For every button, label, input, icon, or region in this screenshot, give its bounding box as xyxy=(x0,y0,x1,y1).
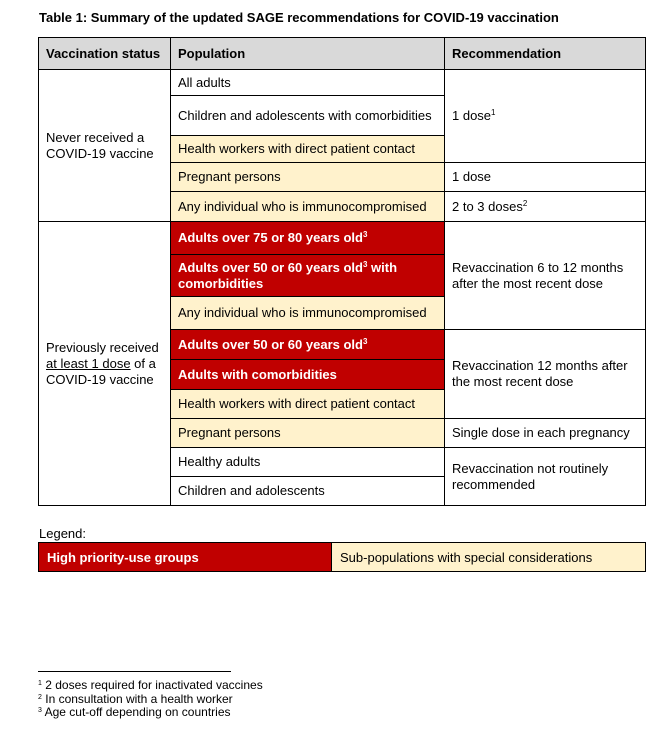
recommendation-cell: Revaccination 6 to 12 months after the most recent dose xyxy=(445,222,646,330)
footnote-divider xyxy=(38,671,231,672)
legend-special: Sub-populations with special considerations xyxy=(332,543,646,572)
table-title: Table 1: Summary of the updated SAGE recommendations for COVID-19 vaccination xyxy=(39,10,559,25)
footnotes xyxy=(38,679,263,720)
status-previous: Previously received at least 1 dose of a COVID-19 vaccine xyxy=(39,222,171,506)
footnote: $^3$ Age cut-off depending on countries xyxy=(38,705,231,719)
population-cell: Pregnant persons xyxy=(171,419,445,448)
footnote: $^1$ 2 doses required for inactivated vaccines xyxy=(38,678,263,692)
population-cell: Health workers with direct patient contact xyxy=(171,390,445,419)
population-cell: Healthy adults xyxy=(171,448,445,477)
population-cell: Adults over 50 or 60 years old$^3$ xyxy=(171,330,445,360)
population-cell: Children and adolescents xyxy=(171,477,445,506)
header-recommendation: Recommendation xyxy=(445,38,646,70)
header-row xyxy=(39,38,646,70)
population-cell: All adults xyxy=(171,70,445,96)
header-population: Population xyxy=(171,38,445,70)
population-cell: Adults with comorbidities xyxy=(171,360,445,390)
recommendation-cell: 1 dose xyxy=(445,163,646,192)
recommendations-table xyxy=(38,37,646,506)
legend-high-priority: High priority-use groups xyxy=(39,543,332,572)
table-row xyxy=(39,70,646,96)
population-cell: Children and adolescents with comorbidities xyxy=(171,96,445,136)
population-cell: Any individual who is immunocompromised xyxy=(171,192,445,222)
legend-label: Legend: xyxy=(39,526,86,541)
recommendation-cell: 1 dose$^1$ xyxy=(445,70,646,163)
population-cell: Health workers with direct patient contact xyxy=(171,136,445,163)
status-never: Never received a COVID-19 vaccine xyxy=(39,70,171,222)
legend xyxy=(38,542,646,572)
footnote: $^2$ In consultation with a health worker xyxy=(38,691,233,706)
table-row xyxy=(39,222,646,255)
recommendation-cell: 2 to 3 doses$^2$ xyxy=(445,192,646,222)
population-cell: Pregnant persons xyxy=(171,163,445,192)
recommendation-cell: Revaccination 12 months after the most recent dose xyxy=(445,330,646,419)
recommendation-cell: Single dose in each pregnancy xyxy=(445,419,646,448)
population-cell: Adults over 75 or 80 years old$^3$ xyxy=(171,222,445,255)
recommendation-cell: Revaccination not routinely recommended xyxy=(445,448,646,506)
population-cell: Any individual who is immunocompromised xyxy=(171,297,445,330)
population-cell: Adults over 50 or 60 years old$^3$ with comorbidities xyxy=(171,255,445,297)
header-status: Vaccination status xyxy=(39,38,171,70)
